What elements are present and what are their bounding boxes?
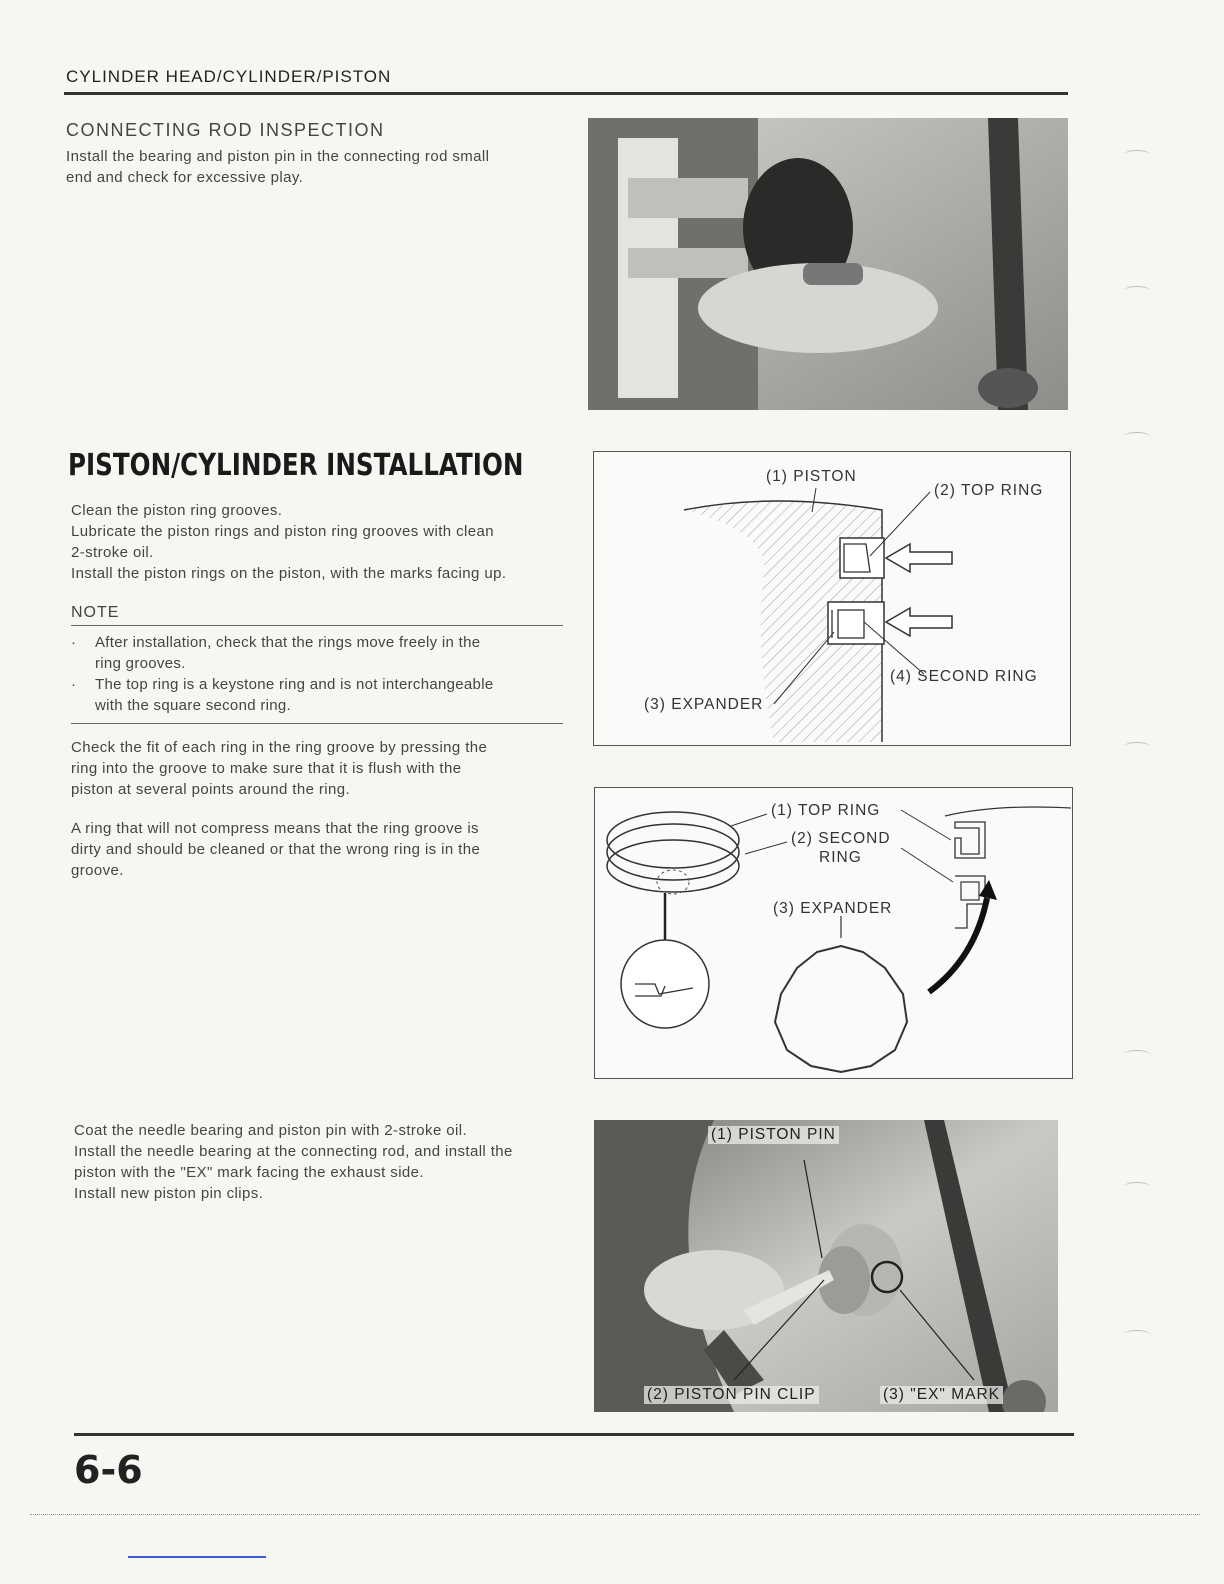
label-piston: (1) PISTON	[766, 468, 857, 485]
diagram-ring-set	[594, 787, 1073, 1079]
installation-title: PISTON/CYLINDER INSTALLATION	[68, 448, 524, 483]
margin-mark	[1124, 286, 1150, 295]
margin-mark	[1124, 1330, 1150, 1339]
label-second-ring-2b: RING	[819, 849, 862, 866]
photo-piston-pin	[594, 1120, 1058, 1412]
diagram-ring-cross-section	[593, 451, 1071, 746]
note-label: NOTE	[71, 604, 120, 621]
bullet: ·	[71, 676, 77, 693]
margin-mark	[1124, 432, 1150, 441]
footer-rule	[74, 1433, 1074, 1436]
needle-bearing-text: Coat the needle bearing and piston pin with 2-stroke oil. Install the needle bearing at the connecting rod, and install the piston with the "EX" mark facing the exhaust side. Install new piston pin clips.	[74, 1122, 513, 1202]
label-piston-pin: (1) PISTON PIN	[708, 1126, 839, 1144]
note-list	[71, 632, 565, 716]
note-rule-bottom	[71, 723, 563, 724]
label-piston-pin-clip: (2) PISTON PIN CLIP	[644, 1386, 819, 1404]
rod-inspection-text: Install the bearing and piston pin in the connecting rod small end and check for excessive play.	[66, 148, 490, 186]
note-item: · The top ring is a keystone ring and is not interchangeable with the square second ring.	[71, 676, 494, 714]
label-ex-mark: (3) "EX" MARK	[880, 1386, 1003, 1404]
label-second-ring-2a: (2) SECOND	[791, 830, 891, 847]
ring-fit-text: Check the fit of each ring in the ring groove by pressing the ring into the groove to make sure that it is flush with the piston at several points around the ring.	[71, 739, 488, 798]
installation-intro: Clean the piston ring grooves. Lubricate the piston rings and piston ring grooves with clean 2-stroke oil. Install the piston rings on the piston, with the marks facing up.	[71, 502, 507, 582]
page-number: 6-6	[74, 1448, 143, 1492]
label-top-ring: (2) TOP RING	[934, 482, 1044, 499]
section-header: CYLINDER HEAD/CYLINDER/PISTON	[66, 67, 392, 86]
header-rule	[64, 92, 1068, 95]
label-top-ring-2: (1) TOP RING	[771, 802, 881, 819]
ring-compress-text: A ring that will not compress means that the ring groove is dirty and should be cleaned or that the wrong ring is in the groove.	[71, 820, 481, 879]
rod-inspection-heading: CONNECTING ROD INSPECTION	[66, 120, 385, 140]
note-rule-top	[71, 625, 563, 626]
label-expander-2: (3) EXPANDER	[773, 900, 893, 917]
margin-mark	[1124, 742, 1150, 751]
blue-underline	[128, 1556, 266, 1558]
margin-mark	[1124, 1050, 1150, 1059]
margin-mark	[1124, 150, 1150, 159]
note-item: · After installation, check that the rings move freely in the ring grooves.	[71, 634, 481, 672]
margin-mark	[1124, 1182, 1150, 1191]
photo-rod-inspection	[588, 118, 1068, 410]
bottom-dotted-line	[30, 1514, 1200, 1516]
label-second-ring: (4) SECOND RING	[890, 668, 1038, 685]
label-expander: (3) EXPANDER	[644, 696, 764, 713]
bullet: ·	[71, 634, 77, 651]
